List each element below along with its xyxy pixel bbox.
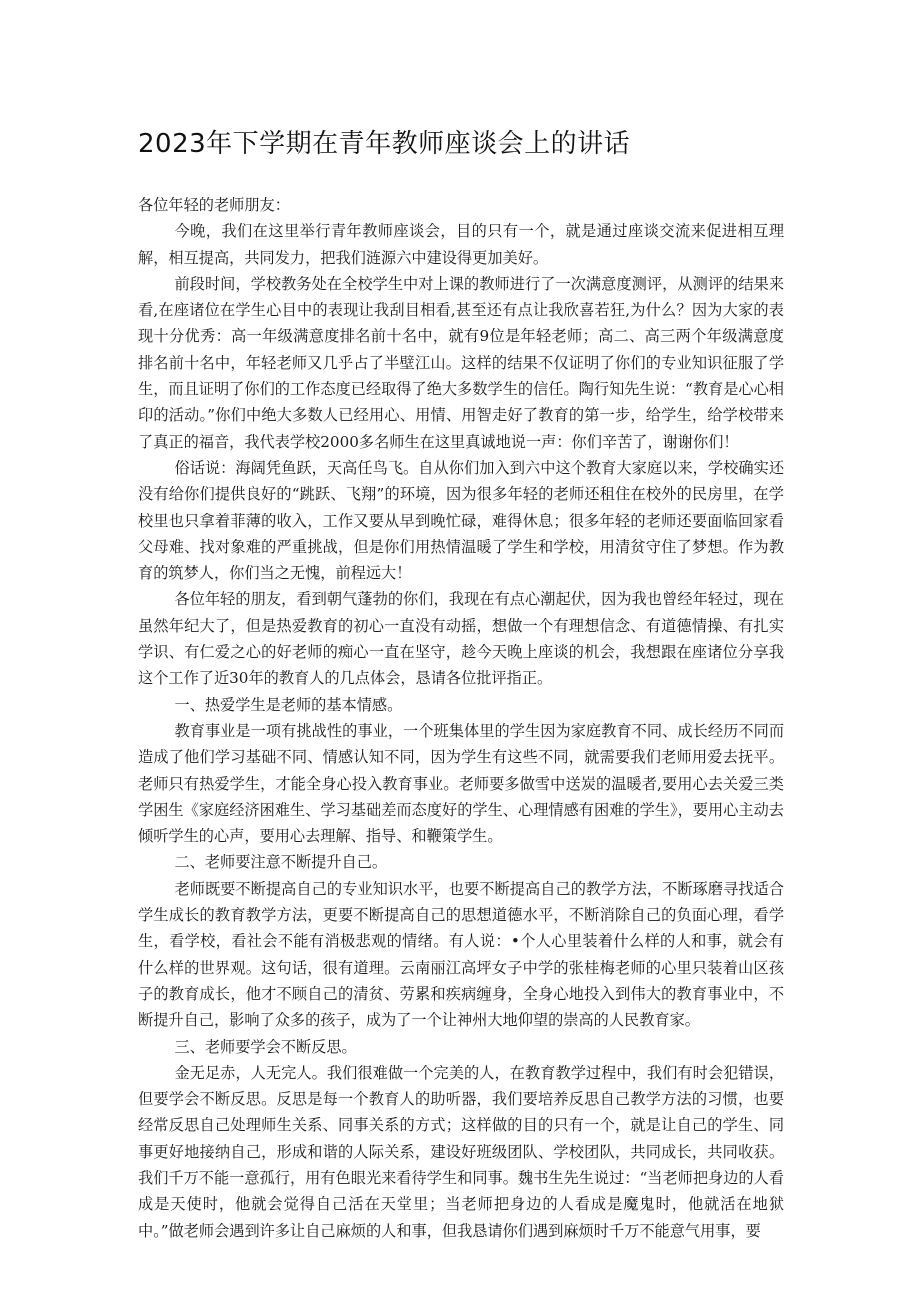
section-heading-1: 一、热爱学生是老师的基本情感。 xyxy=(174,695,403,714)
document-title: 2023年下学期在青年教师座谈会上的讲话 xyxy=(138,129,631,159)
salutation: 各位年轻的老师朋友： xyxy=(138,196,290,214)
document-page xyxy=(138,118,784,1244)
paragraph-reflection: 金无足赤，人无完人。我们很难做一个完美的人，在教育教学过程中，我们有时会犯错误，但要学会不断反思。反思是每一个教育人的助听器，我们要培养反思自己教学方法的习惯，也要经常反思自己处理师生关系、同事关系的方式；这样做的目的只有一个，就是让自己的学生、同事更好地接纳自己，形成和谐的人际关系，建设好班级团队、学校团队，共同成长，共同收获。我们千万不能一意孤行，用有色眼光来看待学生和同事。魏书生先生说过：“当老师把身边的人看成是天使时，他就会觉得自己活在天堂里；当老师把身边的人看成是魔鬼时，他就活在地狱中。”做老师会遇到许多让自己麻烦的人和事，但我恳请你们遇到麻烦时千万不能意气用事，要 xyxy=(138,1063,784,1240)
paragraph-survey: 前段时间，学校教务处在全校学生中对上课的教师进行了一次满意度测评，从测评的结果来看,在座诸位在学生心目中的表现让我刮目相看,甚至还有点让我欣喜若狂,为什么？因为大家的表现十分优秀：高一年级满意度排名前十名中，就有9位是年轻老师；高二、高三两个年级满意度排名前十名中，年轻老师又几乎占了半壁江山。这样的结果不仅证明了你们的专业知识征服了学生，而且证明了你们的工作态度已经取得了绝大多数学生的信任。陶行知先生说：“教育是心心相印的活动。”你们中绝大多数人已经用心、用情、用智走好了教育的第一步，给学生，给学校带来了真正的福音，我代表学校2000多名师生在这里真诚地说一声：你们辛苦了，谢谢你们！ xyxy=(138,274,784,451)
paragraph-self-improvement: 老师既要不断提高自己的专业知识水平，也要不断提高自己的教学方法，不断琢磨寻找适合学生成长的教育教学方法，更要不断提高自己的思想道德水平，不断消除自己的负面心理，看学生，看学校，看社会不能有消极悲观的情绪。有人说：•个人心里装着什么样的人和事，就会有什么样的世界观。这句话，很有道理。云南丽江高坪女子中学的张桂梅老师的心里只装着山区孩子的教育成长，他才不顾自己的清贫、劳累和疾病缠身，全身心地投入到伟大的教育事业中，不断提升自己，影响了众多的孩子，成为了一个让神州大地仰望的崇高的人民教育家。 xyxy=(138,879,784,1030)
paragraph-experience: 各位年轻的朋友，看到朝气蓬勃的你们，我现在有点心潮起伏，因为我也曾经年轻过，现在虽然年纪大了，但是热爱教育的初心一直没有动摇，想做一个有理想信念、有道德情操、有扎实学识、有仁爱之心的好老师的痴心一直在坚守，趁今天晚上座谈的机会，我想跟在座诸位分享我这个工作了近30年的教育人的几点体会，恳请各位批评指正。 xyxy=(138,590,784,688)
paragraph-proverb: 俗话说：海阔凭鱼跃，天高任鸟飞。自从你们加入到六中这个教育大家庭以来，学校确实还没有给你们提供良好的“跳跃、飞翔”的环境，因为很多年轻的老师还租住在校外的民房里，在学校里也只拿着菲薄的收入，工作又要从早到晚忙碌，难得休息；很多年轻的老师还要面临回家看父母难、找对象难的严重挑战，但是你们用热情温暖了学生和学校，用清贫守住了梦想。作为教育的筑梦人，你们当之无愧，前程远大！ xyxy=(138,458,784,583)
section-heading-3: 三、老师要学会不断反思。 xyxy=(174,1037,357,1056)
paragraph-opening: 今晚，我们在这里举行青年教师座谈会，目的只有一个，就是通过座谈交流来促进相互理解，相互提高，共同发力，把我们涟源六中建设得更加美好。 xyxy=(138,222,784,267)
paragraph-love-students: 教育事业是一项有挑战性的事业，一个班集体里的学生因为家庭教育不同、成长经历不同而造成了他们学习基础不同、情感认知不同，因为学生有这些不同，就需要我们老师用爱去抚平。老师只有热爱学生，才能全身心投入教育事业。老师要多做雪中送炭的温暖者,要用心去关爱三类学困生《家庭经济困难生、学习基础差而态度好的学生、心理情感有困难的学生》，要用心主动去倾听学生的心声，要用心去理解、指导、和鞭策学生。 xyxy=(138,721,784,846)
section-heading-2: 二、老师要注意不断提升自己。 xyxy=(174,853,388,872)
